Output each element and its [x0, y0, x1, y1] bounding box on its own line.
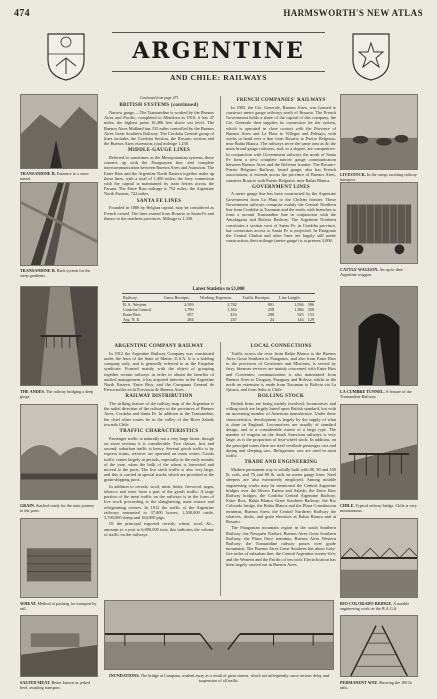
photo-livestock: [340, 94, 418, 170]
table-cell: 258: [267, 307, 275, 312]
paragraph: The Patagonian mountain region in the south Southern Railway: the Neuquén Viaduct; Buenos Aires Great Southern Railway: the Plaza Once terminus; Buenos Aires Western Railway: the Transandine railway passes over grade mountains. The Buenos Aires Great Southern has about forty-five miles of suburban line; the Central Argentine twenty-five; and the Western and the Pacific of ten each. Electrification has been largely carried out in Buenos Aires.: [226, 525, 336, 567]
table-cell: 2,782: [227, 302, 237, 307]
photo-grain: [20, 404, 98, 500]
stats-header: Gross Receipts.: [159, 294, 194, 302]
paragraph: Passenger traffic is naturally not a very large factor, though on some sections it is considerable. Two classes, first and second; suburban traffic is heavy. Several goods traffic is by express trains, services are operated on main routes. Goods traffic comes largely in periods, especially in the early months of the year, when the bulk of the wheat is harvested and moved to the ports. The live stock traffic is also very large, and this is carried in special trucks which are provided at the grain-shipping ports.: [104, 435, 214, 483]
paragraph: Modern permanent way is solidly built with 80, 90 and 100 lb. rails, and 75 and 80 lb. rails on metre gauge lines. Steel sleepers are also extensively employed. Among notable engineering works may be mentioned the Central Argentine bridges over the Rivers Parana and Salado; the Entre Rios Railway bridges; the Cordoba Central Argentine Railway, Entre Rios, Bahia Blanca Great Southern Railway: the Rio Colorado bridge, the Bahia Blanca and the Plaza Constitucion terminus, Buenos Aires; the Central Northern: Railway the wharves, docks, and grain elevators at Bahia Blanca and at Rosario.: [226, 466, 336, 524]
stats-header: Working Expenses.: [195, 294, 238, 302]
paragraph: Of the principal exported cereals, wheat, wool, &c., amounts to a year to 6,000,000 tons; this indicates the volume of traffic on the railways.: [104, 521, 214, 537]
paragraph: The striking feature of the railway map of the Argentine is the radial direction of the railways to the provinces of Buenos Aires, Cordoba and Santa Fe. In addition to the Transandine, the chief other routes lie in the valley of the River Salado towards Chile.: [104, 401, 214, 427]
photo-rio-colorado-bridge: [340, 518, 418, 598]
page-number: 474: [14, 8, 30, 19]
title-block: [20, 26, 417, 86]
table-cell: Entre Rios: [123, 312, 141, 317]
table-cell: 416: [230, 312, 237, 317]
table-cell: 129: [305, 317, 315, 323]
section-title: LOCAL CONNECTIONS: [250, 344, 312, 349]
paragraph: In addition to cereals, wool, meat, hides, firewood, sugar, tobacco and wine form a part of the goods traffic. A large portion of the meat traffic on the railways is in the form of live stock proceeding to the slaughtering, meat extract and refrigerating centres. In 1912 the traffic of the Argentine railways amounted to 37,000 horses, 1,500,000 cattle, 3,700,000 sheep and 184,000 pigs.: [104, 483, 214, 520]
table-cell: 1,363: [227, 307, 237, 312]
paragraph: Referred to sometimes as the Mesopotamian systems, these connect up with the Paraguayan line, and complete intercommunication between Buenos Aires and Asuncion. The Entre Rios and the Argentine North Eastern together make up these lines, with a total of 1,400 miles; the ferry connection with the capital is maintained by train ferries across the Parana. The Entre Rios mileage is 752 miles; the Argentine North Eastern, 722 miles.: [104, 155, 214, 197]
caption-left-6: SALTED MEAT. Better known as jerked beef, awaiting transport.: [20, 680, 91, 690]
caption-right-6: PERMANENT WAY. Showing the 100 lb rails.: [340, 680, 412, 690]
photo-la-cumbre-tunnel: [340, 286, 418, 386]
section-title: ARGENTINE COMPANY RAILWAY: [114, 344, 204, 349]
paragraph: Narrow gauge.—The Transandine is worked by the Buenos Aires and Pacific; completed to Mendoza in 1910, it has 47 miles, the highest point 10,486 feet above sea level. The Buenos Aires Midland has 332 miles controlled by the Buenos Aires Great Southern Railway. The Cordoba Central group of lines includes the Cordoba Section, the Rosario section and the Buenos Aires extension; total mileage 1,230.: [104, 109, 214, 147]
text-column-1-bottom: [104, 342, 214, 596]
photo-rack-system: [20, 182, 98, 266]
table-cell: Arg. N. E.: [122, 317, 159, 323]
section-title: TRAFFIC CHARACTERISTICS: [119, 429, 199, 435]
stats-header: [305, 294, 315, 302]
photo-cattle-waggon: [340, 182, 418, 264]
photo-salted-meat: [20, 615, 98, 677]
column-divider: [220, 342, 221, 596]
caption-right-1: LIVESTOCK. In the camp, awaiting railway transport.: [340, 172, 417, 182]
caption-right-2: CATTLE WAGGON. An up-to-date Argentine waggon.: [340, 267, 403, 277]
paragraph: In 1905, the Cie. Generale, Buenos Aires, was formed to construct metre gauge railways north of Rosario. The French Government holds a share of the capital of this company, the Cie. Generale then supplies its connection for the system, which is operated in close contact with the Province of Buenos Aires and La Plata to Villegas and Pehuajo, with works in hand over a line from Rosario to Puerto Belgrano, near Bahia Blanca. The railways serve the same area as do the main broad gauge railways, and, to a degree, are competitive. In conjunction with Government railways the north of Santa Fe form a new complete narrow gauge communication between Buenos Aires and the Bolivian frontier. The Rosario-Puerto Belgrano Railway, broad gauge, also has French associations; it extends across the province of Buenos Aires, connects Rosario with Puerto Belgrano, near Bahia Blanca.: [226, 104, 336, 183]
text-column-2-top: [226, 96, 336, 284]
caption-left-5: WHEAT. Method of packing for transport by rail.: [20, 601, 97, 611]
table-cell: 280: [267, 312, 275, 317]
stats-header: Traffic Receipts.: [238, 294, 275, 302]
caption-right-5: RIO COLORADO BRIDGE. A notable engineering work on the B.A.G.S.: [340, 601, 410, 611]
statistics-table: [122, 287, 315, 323]
stats-header: Railway.: [122, 294, 159, 302]
photo-permanent-way: [340, 615, 418, 677]
atlas-title: HARMSWORTH'S NEW ATLAS: [283, 8, 423, 18]
section-title: TRADE AND ENGINEERING: [244, 460, 318, 466]
table-cell: 925: [297, 312, 304, 317]
section-title: SANTA FE LINES: [136, 198, 182, 204]
section-title: GOVERNMENT LINES: [252, 184, 310, 190]
photo-andes-gorge: [20, 286, 98, 386]
chile-star-shield-icon: [349, 30, 393, 82]
table-cell: 1,936: [294, 302, 304, 307]
table-cell: 1,386: [294, 307, 304, 312]
table-cell: 24: [238, 317, 275, 323]
section-title: ROLLING STOCK: [257, 394, 305, 400]
page-title: ARGENTINE: [132, 38, 305, 64]
table-cell: 144: [275, 317, 305, 323]
section-title: RAILWAY DISTRIBUTION: [125, 394, 193, 400]
section-title: FRENCH COMPANIES' RAILWAYS: [236, 98, 326, 103]
paragraph: British firms are being mainly involved; locomotives and rolling stock are largely based upon British standard, but with an increasing number of American manufacture. Under these characteristics, development is largely by the supply of what is done in England. Locomotives are usually of standard design, and to a considerable extent of a large type. The number of wagons on the South American railways is very large, as is the proportion of four-wheel stock. In addition, on the principal trains there are steel vestibule passenger cars and dining and sleeping cars. Refrigerator cars are used in meat traffic.: [226, 401, 336, 459]
table-cell: 1,799: [184, 307, 194, 312]
caption-left-2: TRANSANDINE R. Rack system for the steep gradients.: [20, 268, 91, 278]
section-title: MIDDLE-GAUGE LINES: [127, 148, 191, 154]
title-frame: [112, 32, 325, 72]
argentine-coat-of-arms-icon: [44, 30, 88, 82]
table-cell: 358: [307, 307, 314, 312]
table-cell: 247: [195, 317, 238, 323]
table-row: [122, 317, 315, 323]
continued-note: Continued from page 471: [139, 96, 179, 100]
section-title: BRITISH SYSTEMS (continued): [119, 103, 199, 109]
caption-left-1: TRANSANDINE R. Entrance to a snow tunnel.: [20, 171, 89, 181]
stats-header: Line Length.: [275, 294, 305, 302]
photo-snow-tunnel: [20, 94, 98, 169]
table-cell: 284: [159, 317, 194, 323]
paragraph: In 1912 the Argentine Railway Company was constituted under the laws of the State of Maine, U.S.A. It is a holding company only, and is generally referred to as the Farquhar syndicate. Formed mainly with the object of grouping together certain railways in order to obtain the benefits of unified management, it has acquired interests in the Argentine North Eastern, Entre Rios, and the Compania General de Ferrocarriles en la Provincia de Buenos Aires.: [104, 350, 214, 393]
caption-left-4: GRAIN. Stacked ready for the train journey to the ports.: [20, 503, 95, 513]
table-cell: 2,959: [184, 302, 194, 307]
table-cell: Cordoba Central: [123, 307, 151, 312]
caption-right-3: LA CUMBRE TUNNEL. A feature of the Transandine Railway.: [340, 389, 412, 399]
caption-inundations: INUNDATIONS. The bridge at Campana, washed away as a result of great storms, which not infrequently cause serious delay and suspension of all traffic.: [109, 673, 329, 683]
table-cell: B. A. Western: [123, 302, 147, 307]
caption-right-4: CHILE. Typical railway bridge. Chile is very mountainous.: [340, 503, 417, 513]
page-subtitle: AND CHILE: RAILWAYS: [169, 73, 268, 82]
photo-wheat: [20, 518, 98, 598]
table-cell: 801: [267, 302, 275, 307]
text-column-2-bottom: [226, 342, 336, 596]
photo-inundations: [104, 600, 334, 670]
text-column-1-top: [104, 96, 214, 284]
table-cell: 596: [307, 302, 314, 307]
paragraph: A metre gauge line has been constructed by the Argentine Government from La Plata to the Chilean frontier. These Government railways comprise mainly the Central Northern line from Cordoba to Tucuman and the north, with branches to form a second Transandine line in conjunction with the Antofagasta and Bolivia Railway. The Argentine Northern constitutes a section west of Santa Fe, in Cordoba province, but connection access to Santa Fe is projected. In Patagonia the Central Chubut and other lines are largely still under construction; their mileage (metre gauge) is at present 3,000.: [226, 191, 336, 244]
photo-chile-bridge: [340, 404, 418, 500]
table-cell: 857: [187, 312, 194, 317]
paragraph: Founded in 1886 by Belgian capital, may be considered as French owned. The lines extend from Rosario to Santa Fe and thence to the northern provinces. Mileage is 1,330.: [104, 205, 214, 221]
caption-left-3: THE ANDES. The railway bridging a deep gorge.: [20, 389, 94, 399]
paragraph: Traffic across the river from Bahia Blanca to the Buenos Aires Great Southern at Patagones, and also from Entre Rios to the provinces of Corrientes and Misiones, is served by ferry. Steamer services are mainly concerned with Entre Rios and Corrientes; communication is also maintained from Buenos Aires to Uruguay, Paraguay and Bolivia, whilst in the north an extension is made from Tucuman to Bolivia via La Quiaca, and from Salta to Chile.: [226, 350, 336, 393]
stats-title: Latest Statistics to £1,000: [192, 287, 245, 292]
column-divider: [220, 96, 221, 284]
table-cell: 153: [307, 312, 314, 317]
